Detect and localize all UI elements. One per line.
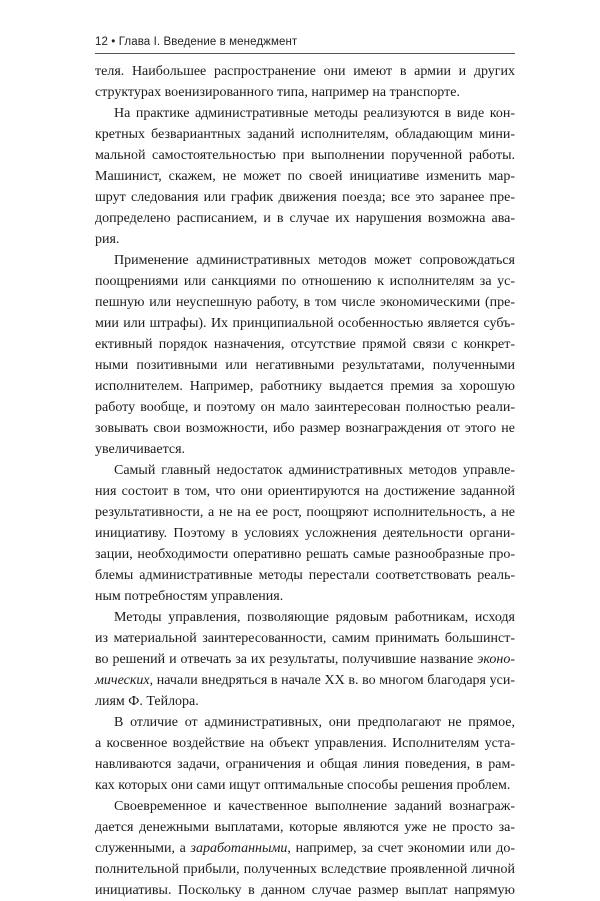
italic-term: мических <box>95 673 150 688</box>
text-line: мии или штрафы). Их принципиальной особенностью является субъ- <box>95 316 515 331</box>
text-line: блемы административные методы перестали соответствовать реаль- <box>95 568 515 583</box>
text-line: Методы управления, позволяющие рядовым работникам, исходя <box>114 610 515 625</box>
text-line: работу вообще, и поэтому он мало заинтересован полностью реали- <box>95 400 515 415</box>
text-run: во решений и отвечать за их результаты, получившие название <box>95 652 474 667</box>
text-line: теля. Наибольшее распространение они имеют в армии и других <box>95 64 515 79</box>
text-line: кретных безвариантных заданий исполнителям, обладающим мини- <box>95 127 515 142</box>
body-text <box>95 61 515 901</box>
text-line: На практике административные методы реализуются в виде кон- <box>114 106 515 121</box>
paragraph <box>95 460 515 607</box>
paragraph <box>95 103 515 250</box>
paragraph <box>95 250 515 460</box>
text-line: исполнителем. Например, работнику выдается премия за хорошую <box>95 379 515 394</box>
italic-term: эконо- <box>477 652 515 667</box>
text-line: полнительной прибыли, полученных вследствие проявленной личной <box>95 862 515 877</box>
paragraph <box>95 61 515 103</box>
header-bullet: • <box>111 36 116 48</box>
text-line: дается денежными выплатами, которые являются уже не просто за- <box>95 820 515 835</box>
text-line: Применение административных методов может сопровождаться <box>114 253 515 268</box>
running-header <box>95 36 515 48</box>
text-line: зовывать свои возможности, ибо размер вознаграждения от этого не <box>95 421 515 436</box>
text-line: допределено расписанием, и в случае их нарушения возможна ава- <box>95 211 515 226</box>
header-rule <box>95 53 515 54</box>
text-line-mixed <box>95 649 515 670</box>
text-line: пешную или неуспешную работу, в том числе экономическими (пре- <box>95 295 515 310</box>
italic-term: заработанными <box>190 841 288 856</box>
text-line: результативности, а не на ее рост, поощряют исполнительность, а не <box>95 505 515 520</box>
text-line: ными позитивными или негативными результатами, полученными <box>95 358 515 373</box>
text-run: , начали внедряться в начале XX в. во многом благодаря уси- <box>149 673 515 688</box>
text-line: ективный порядок назначения, отсутствие прямой связи с конкрет- <box>95 337 515 352</box>
paragraph <box>95 712 515 796</box>
text-line: а косвенное воздействие на объект управления. Исполнителям уста- <box>95 736 515 751</box>
text-line: рия. <box>95 232 120 247</box>
text-line: из материальной заинтересованности, самим принимать большинст- <box>95 631 515 646</box>
text-line: Самый главный недостаток административных методов управле- <box>114 463 515 478</box>
paragraph <box>95 607 515 712</box>
text-line: ния состоит в том, что они ориентируются на достижение заданной <box>95 484 515 499</box>
text-run: , например, за счет экономии или до- <box>287 841 515 856</box>
text-line: ках которых они сами ищут оптимальные способы решения проблем. <box>95 778 511 793</box>
text-line: инициативы. Поскольку в данном случае размер выплат напрямую <box>95 883 515 898</box>
text-line: структурах военизированного типа, например на транспорте. <box>95 85 460 100</box>
text-line: поощрениями или санкциями по отношению к исполнителям за ус- <box>95 274 515 289</box>
text-line-mixed <box>95 838 515 859</box>
text-line: увеличивается. <box>95 442 186 457</box>
text-line: инициативу. Поэтому в условиях усложнения деятельности органи- <box>95 526 515 541</box>
text-line: навливаются задачи, ограничения и общая линия поведения, в рам- <box>95 757 515 772</box>
text-line: лиям Ф. Тейлора. <box>95 694 199 709</box>
text-line: зации, необходимости оперативно решать самые разнообразные про- <box>95 547 515 562</box>
text-line: мальной самостоятельностью при выполнении порученной работы. <box>95 148 515 163</box>
text-line-mixed <box>95 670 515 691</box>
chapter-title: Глава I. Введение в менеджмент <box>118 36 298 48</box>
text-line: шрут следования или график движения поезда; все это заранее пре- <box>95 190 515 205</box>
text-line: Машинист, скажем, не может по своей инициативе изменить мар- <box>95 169 515 184</box>
text-line: Своевременное и качественное выполнение заданий вознаграж- <box>114 799 515 814</box>
paragraph <box>95 796 515 901</box>
text-line: ным потребностям управления. <box>95 589 284 604</box>
text-line: В отличие от административных, они предполагают не прямое, <box>114 715 515 730</box>
page-number: 12 <box>95 36 108 48</box>
text-run: служенными, а <box>95 841 186 856</box>
